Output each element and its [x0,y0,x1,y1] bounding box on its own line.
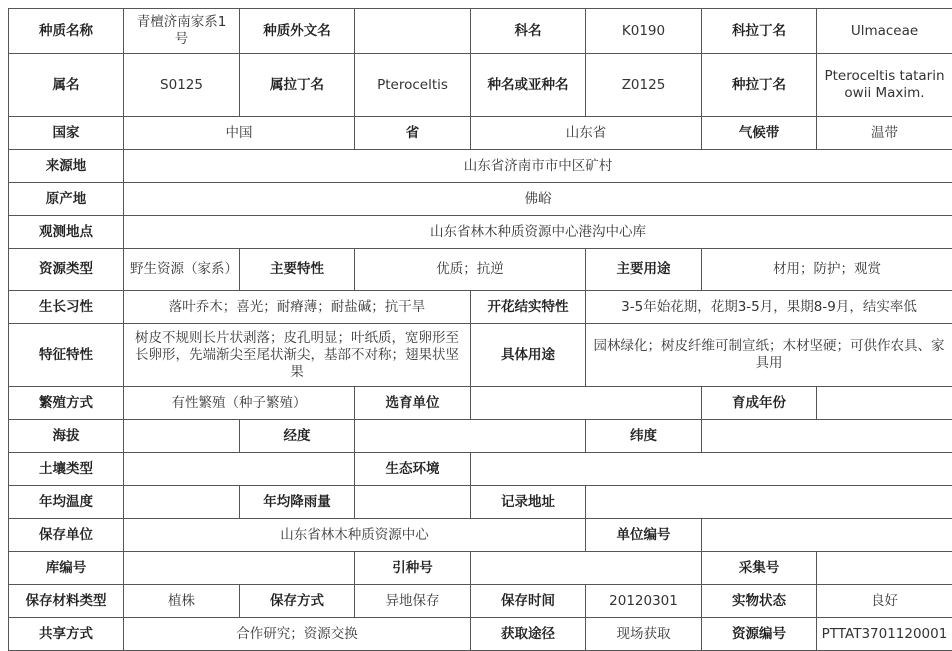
introduction-value [471,552,702,585]
acquire-value: 现场获取 [586,618,702,651]
foreign-name-label: 种质外文名 [240,9,355,54]
resource-code-value: PTTAT3701120001 [817,618,952,651]
germplasm-name-value: 青檀济南家系1号 [124,9,240,54]
status-label: 实物状态 [702,585,817,618]
species-latin-label: 种拉丁名 [702,54,817,117]
family-latin-label: 科拉丁名 [702,9,817,54]
growth-value: 落叶乔木；喜光；耐瘠薄；耐盐碱；抗干旱 [124,291,471,324]
latitude-label: 纬度 [586,420,702,453]
row-propagation [9,387,952,420]
propagation-label: 繁殖方式 [9,387,124,420]
soil-value [124,453,355,486]
genus-latin-label: 属拉丁名 [240,54,355,117]
feature-value: 树皮不规则长片状剥落；皮孔明显；叶纸质，宽卵形至长卵形，先端渐尖至尾状渐尖，基部不对称；翅果状坚果 [124,324,471,387]
repository-value [124,552,355,585]
main-trait-label: 主要特性 [240,249,355,291]
method-value: 异地保存 [355,585,471,618]
foreign-name-value [355,9,471,54]
repository-label: 库编号 [9,552,124,585]
row-feature [9,324,952,387]
row-resource-type [9,249,952,291]
observe-value: 山东省林木种质资源中心港沟中心库 [124,216,952,249]
ecology-label: 生态环境 [355,453,471,486]
breeding-unit-label: 选育单位 [355,387,471,420]
collection-label: 采集号 [702,552,817,585]
province-label: 省 [355,117,471,150]
province-value: 山东省 [471,117,702,150]
country-value: 中国 [124,117,355,150]
resource-type-label: 资源类型 [9,249,124,291]
source-label: 来源地 [9,150,124,183]
material-label: 保存材料类型 [9,585,124,618]
row-material [9,585,952,618]
status-value: 良好 [817,585,952,618]
feature-label: 特征特性 [9,324,124,387]
family-latin-value: Ulmaceae [817,9,952,54]
origin-value: 佛峪 [124,183,952,216]
observe-label: 观测地点 [9,216,124,249]
altitude-value [124,420,240,453]
latitude-value [702,420,952,453]
keeper-label: 保存单位 [9,519,124,552]
main-use-value: 材用；防护；观赏 [702,249,952,291]
source-value: 山东省济南市市中区矿村 [124,150,952,183]
flowering-label: 开花结实特性 [471,291,586,324]
longitude-label: 经度 [240,420,355,453]
row-keeper [9,519,952,552]
soil-label: 土壤类型 [9,453,124,486]
propagation-value: 有性繁殖（种子繁殖） [124,387,355,420]
climate-label: 气候带 [702,117,817,150]
species-value: Z0125 [586,54,702,117]
genus-latin-value: Pteroceltis [355,54,471,117]
breeding-year-value [817,387,952,420]
row-germplasm-name [9,9,952,54]
temperature-label: 年均温度 [9,486,124,519]
row-temperature [9,486,952,519]
keeper-value: 山东省林木种质资源中心 [124,519,586,552]
collection-value [817,552,952,585]
row-origin [9,183,952,216]
material-value: 植株 [124,585,240,618]
species-latin-value: Pteroceltis tatarinowii Maxim. [817,54,952,117]
country-label: 国家 [9,117,124,150]
row-soil [9,453,952,486]
row-source [9,150,952,183]
altitude-label: 海拔 [9,420,124,453]
acquire-label: 获取途径 [471,618,586,651]
ecology-value [471,453,952,486]
row-genus [9,54,952,117]
row-altitude [9,420,952,453]
germplasm-name-label: 种质名称 [9,9,124,54]
row-share [9,618,952,651]
row-growth [9,291,952,324]
main-trait-value: 优质；抗逆 [355,249,586,291]
rainfall-value [355,486,471,519]
breeding-unit-value [471,387,702,420]
main-use-label: 主要用途 [586,249,702,291]
record-address-value [586,486,952,519]
flowering-value: 3-5年始花期，花期3-5月，果期8-9月，结实率低 [586,291,952,324]
introduction-label: 引种号 [355,552,471,585]
share-label: 共享方式 [9,618,124,651]
method-label: 保存方式 [240,585,355,618]
origin-label: 原产地 [9,183,124,216]
longitude-value [355,420,586,453]
resource-code-label: 资源编号 [702,618,817,651]
specific-use-value: 园林绿化；树皮纤维可制宣纸；木材坚硬；可供作农具、家具用 [586,324,952,387]
breeding-year-label: 育成年份 [702,387,817,420]
unit-code-value [702,519,952,552]
unit-code-label: 单位编号 [586,519,702,552]
genus-value: S0125 [124,54,240,117]
row-repository [9,552,952,585]
genus-label: 属名 [9,54,124,117]
specific-use-label: 具体用途 [471,324,586,387]
row-country [9,117,952,150]
resource-type-value: 野生资源（家系） [124,249,240,291]
save-time-label: 保存时间 [471,585,586,618]
climate-value: 温带 [817,117,952,150]
germplasm-info-table [8,8,952,651]
family-value: K0190 [586,9,702,54]
species-label: 种名或亚种名 [471,54,586,117]
record-address-label: 记录地址 [471,486,586,519]
temperature-value [124,486,240,519]
share-value: 合作研究；资源交换 [124,618,471,651]
growth-label: 生长习性 [9,291,124,324]
row-observe-site [9,216,952,249]
rainfall-label: 年均降雨量 [240,486,355,519]
family-label: 科名 [471,9,586,54]
save-time-value: 20120301 [586,585,702,618]
